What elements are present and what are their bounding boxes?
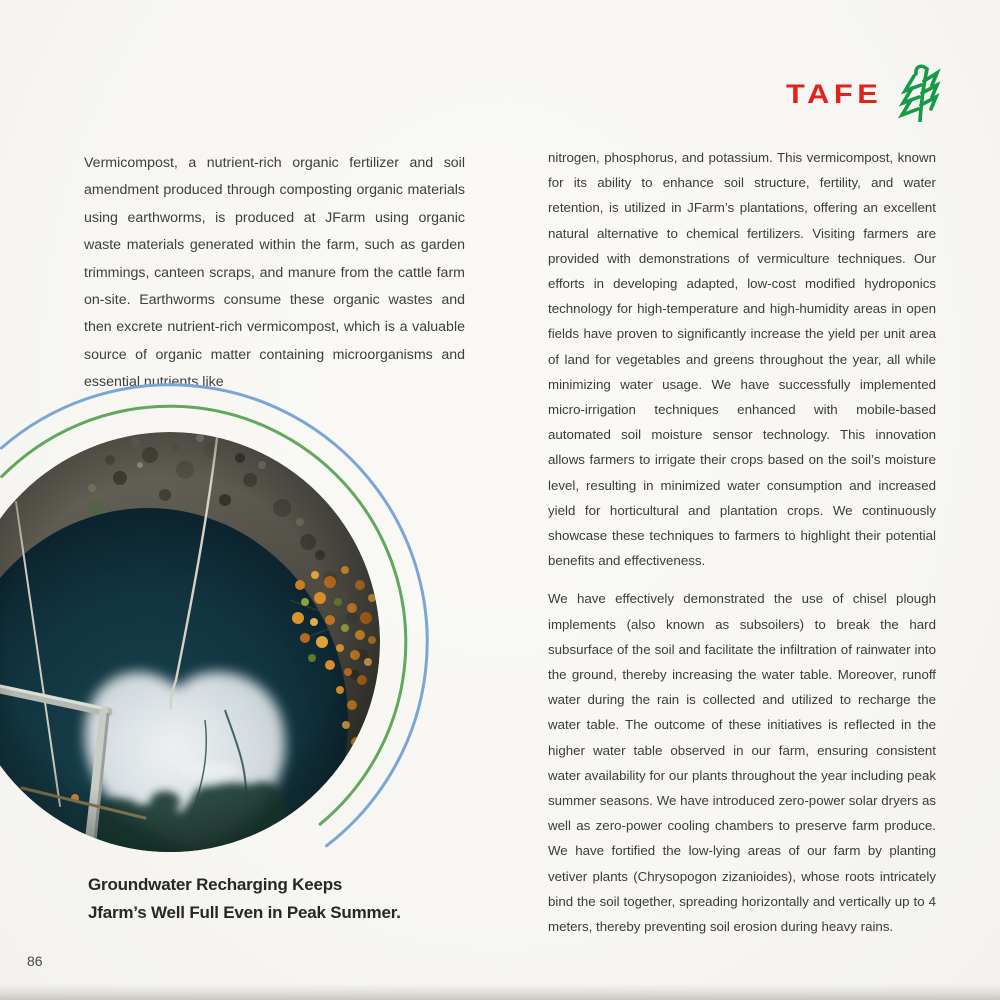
page-number: 86: [27, 953, 43, 969]
right-column-paragraph-1: nitrogen, phosphorus, and potassium. This vermicompost, known for its ability to enhance soil structure, fertility, and water retention, is utilized in JFarm’s plantations, offering an excellent natural alternative to chemical fertilizers. Visiting farmers are provided with demonstrations of vermiculture techniques. Our efforts in developing adapted, low-cost modified hydroponics technology for high-temperature and high-humidity areas in open fields have proven to significantly increase the yield per unit area of land for vegetables and greens throughout the year, all while minimizing water usage. We have successfully implemented micro-irrigation techniques enhanced with mobile-based automated soil moisture sensor technology. This innovation allows farmers to irrigate their crops based on the soil’s moisture level, resulting in minimized water consumption and increased yield for horticultural and plantation crops. We continuously showcase these techniques to farmers to highlight their potential benefits and effectiveness.: [548, 150, 936, 569]
left-column-paragraph: Vermicompost, a nutrient-rich organic fertilizer and soil amendment produced through composting organic materials using earthworms, is produced at JFarm using organic waste materials generated within the farm, such as garden trimmings, canteen scraps, and manure from the cattle farm on-site. Earthworms consume these organic wastes and then excrete nutrient-rich vermicompost, which is a valuable source of organic matter containing microorganisms and essential nutrients like: [84, 155, 465, 391]
well-photo: [0, 370, 480, 875]
well-photo-figure: [0, 370, 480, 875]
left-text-column: [84, 150, 465, 397]
photo-caption-line-1: Groundwater Recharging Keeps: [88, 875, 343, 894]
wheat-stem: [920, 69, 927, 121]
right-text-column: [548, 145, 936, 952]
right-column-paragraph-2: We have effectively demonstrated the use of chisel plough implements (also known as subsoilers) to break the hard subsurface of the soil and facilitate the infiltration of rainwater into the ground, thereby increasing the water table. Moreover, runoff water during the rain is collected and utilized to recharge the water table. The outcome of these initiatives is reflected in the higher water table observed in our farm, ensuring consistent water availability for our plants throughout the year including peak summer seasons. We have introduced zero-power solar dryers as well as zero-power cooling chambers to preserve farm produce. We have fortified the low-lying areas of our farm by planting vetiver plants (Chrysopogon zizanioides), whose roots intricately bind the soil together, spreading horizontally and vertically up to 4 meters, thereby preventing soil erosion during heavy rains.: [548, 591, 936, 935]
tafe-logo-wordmark: TAFE: [786, 79, 883, 109]
photo-vignette: [0, 432, 380, 852]
photo-caption: [88, 871, 401, 927]
tafe-logo: [786, 62, 946, 124]
page-bottom-scan-edge: [0, 984, 1000, 1000]
photo-caption-line-2: Jfarm’s Well Full Even in Peak Summer.: [88, 903, 401, 922]
wheat-icon: [898, 62, 942, 122]
